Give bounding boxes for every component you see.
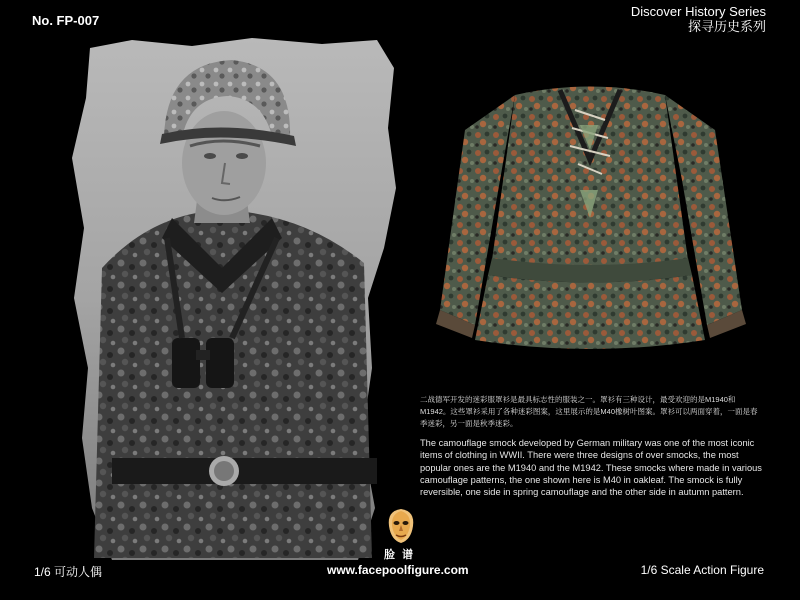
series-title: [631, 5, 766, 35]
series-title-zh: 探寻历史系列: [687, 18, 766, 34]
brand-name: 脸 谱: [384, 549, 416, 561]
description-chinese: 二战德军开发的迷彩服罩衫是最具标志性的服装之一。罩衫有三种设计，最受欢迎的是M1940和M1942。这些罩衫采用了各种迷彩图案，这里展示的是M40橡树叶图案。罩衫可以两面穿着，一面是春季迷彩，另一面是秋季迷彩。: [420, 395, 758, 428]
smock-illustration: [420, 40, 760, 380]
footer-right-label: 1/6 Scale Action Figure: [640, 563, 764, 577]
soldier-photo-illustration: [72, 38, 397, 560]
product-number: No. FP-007: [32, 13, 100, 28]
series-title-en: Discover History Series: [630, 4, 766, 19]
website-link[interactable]: www.facepoolfigure.com: [327, 563, 469, 577]
brand-logo-icon: [386, 508, 416, 549]
face-mask-icon: [386, 508, 416, 544]
footer-left-label: 1/6 可动人偶: [34, 565, 103, 579]
camouflage-smock-image: [420, 40, 760, 380]
description-english: The camouflage smock developed by German military was one of the most iconic items of clothing in WWII. There were three designs of over smocks, the most popular ones are the M1940 and the M1942. These smocks where made in various camouflage patterns, the one shown here is M40 in oakleaf. The smock is fully reversible, one side in spring camouflage and the other side in autumn pattern.: [420, 438, 762, 498]
historical-soldier-photo: [72, 38, 397, 560]
